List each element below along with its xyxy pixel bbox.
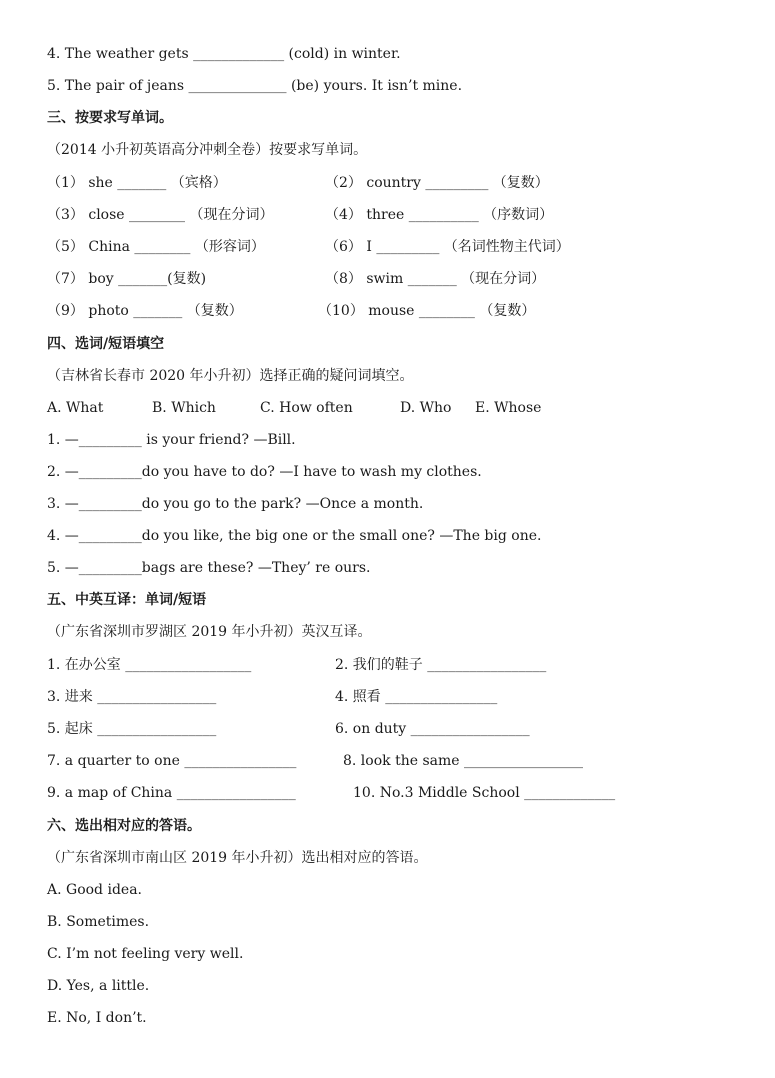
s3-item-8: （8） swim _______ （现在分词） [325,271,546,287]
section3-source: （2014 小升初英语高分冲刺全卷）按要求写单词。 [47,142,368,158]
s6-option-e: E. No, I don’t. [47,1010,147,1026]
s5-item-5: 5. 起床 _________________ [47,721,217,737]
s5-item-2: 2. 我们的鞋子 _________________ [335,657,547,673]
s4-item-4: 4. —_________do you like, the big one or the small one? —The big one. [47,528,542,544]
s6-option-d: D. Yes, a little. [47,978,150,994]
s4-item-1: 1. —_________ is your friend? —Bill. [47,432,296,448]
s5-item-3: 3. 进来 _________________ [47,689,217,705]
s3-item-10: （10） mouse ________ （复数） [318,303,536,319]
s5-item-10: 10. No.3 Middle School _____________ [353,785,616,801]
s4-item-5: 5. —_________bags are these? —They’ re ours. [47,560,371,576]
question-5: 5. The pair of jeans ______________ (be) yours. It isn’t mine. [47,78,463,94]
s5-item-9: 9. a map of China _________________ [47,785,296,801]
s4-item-3: 3. —_________do you go to the park? —Once a month. [47,496,424,512]
s5-item-7: 7. a quarter to one ________________ [47,753,297,769]
section6-source: （广东省深圳市南山区 2019 年小升初）选出相对应的答语。 [47,850,428,866]
s3-item-9: （9） photo _______ （复数） [47,303,243,319]
s4-option-e: E. Whose [475,400,542,416]
s3-item-2: （2） country _________ （复数） [325,175,549,191]
question-4: 4. The weather gets _____________ (cold) in winter. [47,46,401,62]
s6-option-c: C. I’m not feeling very well. [47,946,244,962]
section5-source: （广东省深圳市罗湖区 2019 年小升初）英汉互译。 [47,624,372,640]
s3-item-6: （6） I _________ （名词性物主代词） [325,239,570,255]
section6-heading: 六、选出相对应的答语。 [47,818,201,834]
s5-item-6: 6. on duty _________________ [335,721,530,737]
s3-item-3: （3） close ________ （现在分词） [47,207,274,223]
s3-item-1: （1） she _______ （宾格） [47,175,227,191]
s3-item-4: （4） three __________ （序数词） [325,207,554,223]
s4-option-b: B. Which [152,400,216,416]
section3-heading: 三、按要求写单词。 [47,110,173,126]
s3-item-7: （7） boy _______(复数) [47,271,207,287]
s4-option-d: D. Who [400,400,452,416]
s4-option-c: C. How often [260,400,353,416]
s5-item-1: 1. 在办公室 __________________ [47,657,252,673]
section5-heading: 五、中英互译：单词/短语 [47,592,207,608]
s4-item-2: 2. —_________do you have to do? —I have to wash my clothes. [47,464,482,480]
s5-item-8: 8. look the same _________________ [343,753,583,769]
s6-option-a: A. Good idea. [47,882,142,898]
section4-heading: 四、选词/短语填空 [47,336,165,352]
s4-option-a: A. What [47,400,104,416]
s6-option-b: B. Sometimes. [47,914,150,930]
s5-item-4: 4. 照看 ________________ [335,689,498,705]
s3-item-5: （5） China ________ （形容词） [47,239,265,255]
section4-source: （吉林省长春市 2020 年小升初）选择正确的疑问词填空。 [47,368,414,384]
